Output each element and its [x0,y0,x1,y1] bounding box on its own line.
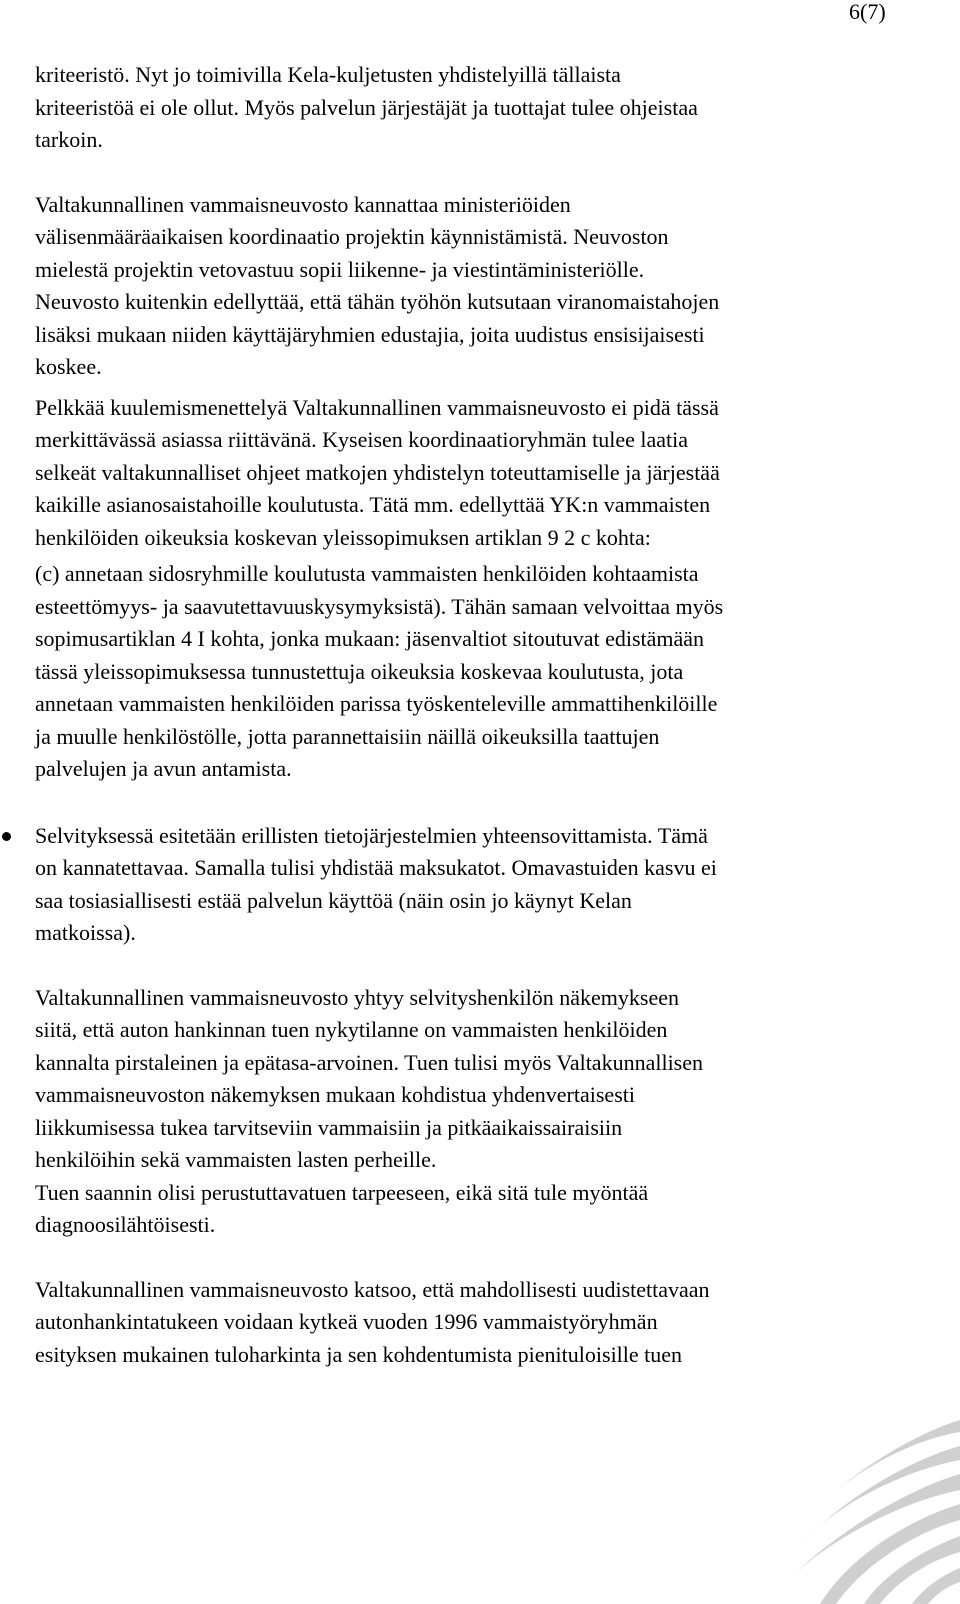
bullet-item-information-systems [35,820,947,950]
paragraph-support-basis: Tuen saannin olisi perustuttavatuen tarpeeseen, eikä sitä tule myöntää diagnoosilähtöisesti. [35,1179,649,1237]
bullet-item-text: Selvityksessä esitetään erillisten tietojärjestelmien yhteensovittamista. Tämä on kannatettavaa. Samalla tulisi yhdistää maksukatot. Omavastuiden kasvu ei saa tosiasiallisesti estää palvelun käyttöä (näin osin jo käynyt Kelan matkoissa). [35,822,717,945]
document-body [35,59,947,1371]
paragraph-criteria: kriteeristö. Nyt jo toimivilla Kela-kuljetusten yhdistelyillä tällaista kriteeristöä ei ole ollut. Myös palvelun järjestäjät ja tuottajat tulee ohjeistaa tarkoin. [35,62,698,152]
bullet-dot-icon [2,832,11,841]
wave-logo-stripe [912,1568,960,1604]
paragraph-coordination-project: Valtakunnallinen vammaisneuvosto kannattaa ministeriöiden välisenmääräaikaisen koordinaatio projektin käynnistämistä. Neuvoston mielestä projektin vetovastuu sopii liikenne- ja viestintäministeriölle. Neuvosto kuitenkin edellyttää, että tähän työhön kutsutaan viranomaistahojen lisäksi mukaan niiden käyttäjäryhmien edustajia, joita uudistus ensisijaisesti koskee. [35,191,720,379]
paragraph-income-assessment: Valtakunnallinen vammaisneuvosto katsoo, että mahdollisesti uudistettavaan autonhankintatukeen voidaan kytkeä vuoden 1996 vammaistyöryhmän esityksen mukainen tuloharkinta ja sen kohdentumista pienituloisille tuen [35,1276,710,1367]
paragraph-training-obligation: (c) annetaan sidosryhmille koulutusta vammaisten henkilöiden kohtaamista esteettömyys- ja saavutettavuuskysymyksistä). Tähän samaan velvoittaa myös sopimusartiklan 4 I kohta, jonka mukaan: jäsenvaltiot sitoutuvat edistämään tässä yleissopimuksessa tunnustettuja oikeuksia koskevaa koulutusta, jota annetaan vammaisten henkilöiden parissa työskenteleville ammattihenkilöille ja muulle henkilöstölle, jotta parannettaisiin näillä oikeuksilla taattujen palvelujen ja avun antamista. [35,561,724,781]
paragraph-car-purchase-support: Valtakunnallinen vammaisneuvosto yhtyy selvityshenkilön näkemykseen siitä, että auton hankinnan tuen nykytilanne on vammaisten henkilöiden kannalta pirstaleinen ja epätasa-arvoinen. Tuen tulisi myös Valtakunnallisen vammaisneuvoston näkemyksen mukaan kohdistua yhdenvertaisesti liikkumisessa tukea tarvitseviin vammaisiin ja pitkäaikaissairaisiin henkilöihin sekä vammaisten lasten perheille. [35,984,704,1172]
paragraph-hearing-procedure: Pelkkää kuulemismenettelyä Valtakunnallinen vammaisneuvosto ei pidä tässä merkittävässä asiassa riittävänä. Kyseisen koordinaatioryhmän tulee laatia selkeät valtakunnalliset ohjeet matkojen yhdistelyn toteuttamiselle ja järjestää kaikille asianosaistahoille koulutusta. Tätä mm. edellyttää YK:n vammaisten henkilöiden oikeuksia koskevan yleissopimuksen artiklan 9 2 c kohta: [35,394,720,550]
wave-logo [660,1392,960,1604]
page-number: 6(7) [849,0,886,24]
